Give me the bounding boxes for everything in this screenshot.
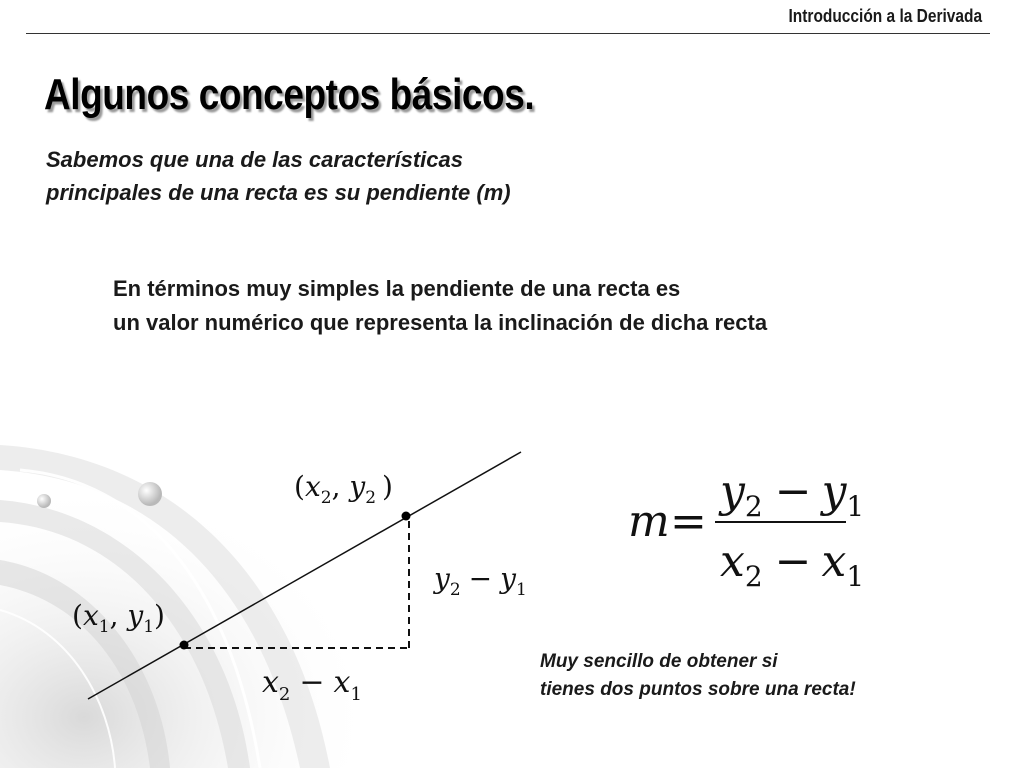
note-paragraph xyxy=(540,648,856,704)
point-2-label: ($x_2$, $y_2$ ) xyxy=(294,470,393,508)
slide-title: Algunos conceptos básicos. xyxy=(44,70,535,119)
formula-equals: = xyxy=(670,496,707,547)
definition-line: un valor numérico que representa la inclinación de dicha recta xyxy=(113,310,768,335)
intro-line: principales de una recta es su pendiente (m) xyxy=(46,180,511,205)
note-line: tienes dos puntos sobre una recta! xyxy=(540,679,856,700)
formula-numerator: $y_2 - y_1$ xyxy=(720,466,865,523)
intro-line: Sabemos que una de las características xyxy=(46,147,463,172)
formula-denominator: $x_2 - x_1$ xyxy=(720,536,865,593)
point-1-label: ($x_1$, $y_1$) xyxy=(72,599,165,637)
point-1-dot xyxy=(180,641,189,650)
slope-formula xyxy=(628,466,864,593)
note-line: Muy sencillo de obtener si xyxy=(540,651,778,672)
rise-label: $y_2 - y_1$ xyxy=(434,562,527,600)
run-label: $x_2 - x_1$ xyxy=(262,665,362,705)
formula-lhs: m xyxy=(628,496,670,547)
definition-line: En términos muy simples la pendiente de una recta es xyxy=(113,276,681,301)
point-2-dot xyxy=(402,512,411,521)
header-title: Introducción a la Derivada xyxy=(788,6,982,26)
